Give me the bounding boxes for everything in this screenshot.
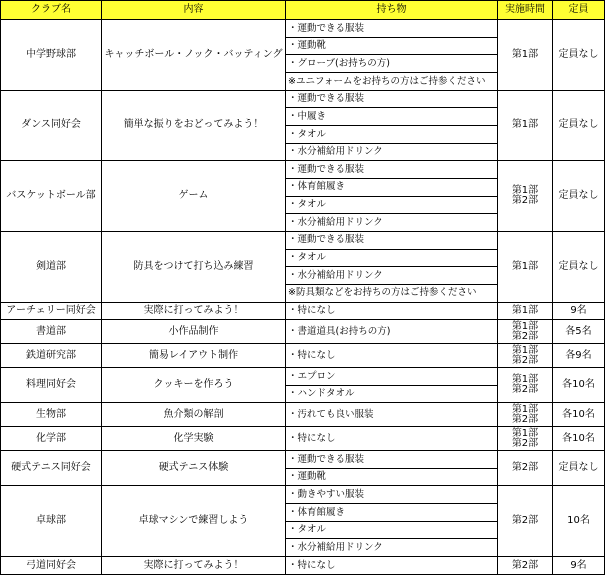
session-time	[498, 231, 553, 302]
activity-content: 実際に打ってみよう！	[102, 302, 286, 320]
header-items: 持ち物	[286, 1, 498, 20]
capacity: 各5名	[553, 320, 605, 344]
belonging-item: ・グローブ(お持ちの方)	[286, 55, 498, 73]
session-time	[498, 161, 553, 232]
session-time	[498, 90, 553, 161]
belonging-item: ・タオル	[286, 125, 498, 143]
table-row	[1, 302, 605, 320]
belonging-item: ・水分補給用ドリンク	[286, 143, 498, 161]
club-name: バスケットボール部	[1, 161, 102, 232]
belonging-item: ・運動できる服装	[286, 451, 498, 469]
table-body	[1, 20, 605, 575]
belonging-item: ・体育館履き	[286, 178, 498, 196]
session-label: 第2部	[511, 462, 539, 474]
belonging-item: ・特になし	[286, 427, 498, 451]
belonging-item: ・運動できる服装	[286, 161, 498, 179]
belonging-item: ※防具類などをお持ちの方はご持参ください	[286, 284, 498, 302]
activity-content: ゲーム	[102, 161, 286, 232]
session-label: 第2部	[511, 413, 539, 425]
belonging-item: ・運動できる服装	[286, 231, 498, 249]
activity-content: 小作品制作	[102, 320, 286, 344]
belonging-item: ・中履き	[286, 108, 498, 126]
session-label: 第2部	[511, 559, 539, 571]
belonging-item: ・動きやすい服装	[286, 486, 498, 504]
club-name: アーチェリー同好会	[1, 302, 102, 320]
capacity: 9名	[553, 302, 605, 320]
session-label: 第1部	[511, 119, 539, 131]
activity-content: 化学実験	[102, 427, 286, 451]
club-name: 書道部	[1, 320, 102, 344]
header-content: 内容	[102, 1, 286, 20]
club-name: 鉄道研究部	[1, 344, 102, 368]
header-capacity: 定員	[553, 1, 605, 20]
capacity: 定員なし	[553, 20, 605, 91]
capacity: 各9名	[553, 344, 605, 368]
capacity: 定員なし	[553, 161, 605, 232]
capacity: 定員なし	[553, 90, 605, 161]
belonging-item: ・ハンドタオル	[286, 385, 498, 403]
belonging-item: ・運動できる服装	[286, 20, 498, 38]
table-row	[1, 557, 605, 575]
session-time	[498, 403, 553, 427]
belonging-item: ・特になし	[286, 557, 498, 575]
session-time	[498, 20, 553, 91]
capacity: 各10名	[553, 427, 605, 451]
belonging-item: ※ユニフォームをお持ちの方はご持参ください	[286, 72, 498, 90]
activity-content: 硬式テニス体験	[102, 451, 286, 486]
table-row	[1, 427, 605, 451]
session-time	[498, 427, 553, 451]
session-label: 第1部	[511, 344, 539, 356]
belonging-item: ・水分補給用ドリンク	[286, 267, 498, 285]
session-label: 第1部	[511, 260, 539, 272]
belonging-item: ・タオル	[286, 196, 498, 214]
activity-content: 簡易レイアウト制作	[102, 344, 286, 368]
belonging-item: ・運動靴	[286, 37, 498, 55]
session-label: 第2部	[511, 515, 539, 527]
belonging-item: ・水分補給用ドリンク	[286, 214, 498, 232]
table-row	[1, 20, 605, 38]
header-club: クラブ名	[1, 1, 102, 20]
session-label: 第2部	[511, 354, 539, 366]
capacity: 定員なし	[553, 231, 605, 302]
activity-content: キャッチボール・ノック・バッティング	[102, 20, 286, 91]
header-row	[1, 1, 605, 20]
club-name: 剣道部	[1, 231, 102, 302]
session-time	[498, 320, 553, 344]
belonging-item: ・運動靴	[286, 468, 498, 486]
belonging-item: ・水分補給用ドリンク	[286, 539, 498, 557]
belonging-item: ・タオル	[286, 521, 498, 539]
capacity: 各10名	[553, 368, 605, 403]
belonging-item: ・運動できる服装	[286, 90, 498, 108]
session-time	[498, 368, 553, 403]
club-name: 化学部	[1, 427, 102, 451]
belonging-item: ・特になし	[286, 344, 498, 368]
session-label: 第2部	[511, 330, 539, 342]
belonging-item: ・書道道具(お持ちの方)	[286, 320, 498, 344]
table-row	[1, 451, 605, 469]
belonging-item: ・汚れても良い服装	[286, 403, 498, 427]
session-label: 第2部	[511, 437, 539, 449]
activity-content: 実際に打ってみよう！	[102, 557, 286, 575]
session-time	[498, 486, 553, 557]
session-label: 第1部	[511, 403, 539, 415]
activity-content: クッキーを作ろう	[102, 368, 286, 403]
belonging-item: ・タオル	[286, 249, 498, 267]
belonging-item: ・エプロン	[286, 368, 498, 386]
session-time	[498, 557, 553, 575]
header-time: 実施時間	[498, 1, 553, 20]
club-name: 硬式テニス同好会	[1, 451, 102, 486]
club-name: 料理同好会	[1, 368, 102, 403]
table-row	[1, 231, 605, 249]
activity-content: 防具をつけて打ち込み練習	[102, 231, 286, 302]
club-name: 生物部	[1, 403, 102, 427]
club-name: 弓道同好会	[1, 557, 102, 575]
session-label: 第2部	[511, 195, 539, 207]
session-label: 第1部	[511, 48, 539, 60]
session-time	[498, 302, 553, 320]
session-label: 第1部	[511, 374, 539, 386]
session-time	[498, 344, 553, 368]
capacity: 9名	[553, 557, 605, 575]
capacity: 各10名	[553, 403, 605, 427]
activity-content: 簡単な振りをおどってみよう！	[102, 90, 286, 161]
session-time	[498, 451, 553, 486]
session-label: 第1部	[511, 320, 539, 332]
session-label: 第1部	[511, 427, 539, 439]
table-row	[1, 403, 605, 427]
club-name: 卓球部	[1, 486, 102, 557]
club-name: ダンス同好会	[1, 90, 102, 161]
table-row	[1, 344, 605, 368]
belonging-item: ・体育館履き	[286, 504, 498, 522]
belonging-item: ・特になし	[286, 302, 498, 320]
capacity: 10名	[553, 486, 605, 557]
capacity: 定員なし	[553, 451, 605, 486]
session-label: 第1部	[511, 185, 539, 197]
session-label: 第1部	[511, 304, 539, 316]
activity-content: 魚介類の解剖	[102, 403, 286, 427]
table-row	[1, 486, 605, 504]
table-row	[1, 90, 605, 108]
table-row	[1, 368, 605, 386]
session-label: 第2部	[511, 384, 539, 396]
table-row	[1, 320, 605, 344]
activity-content: 卓球マシンで練習しよう	[102, 486, 286, 557]
club-name: 中学野球部	[1, 20, 102, 91]
table-row	[1, 161, 605, 179]
